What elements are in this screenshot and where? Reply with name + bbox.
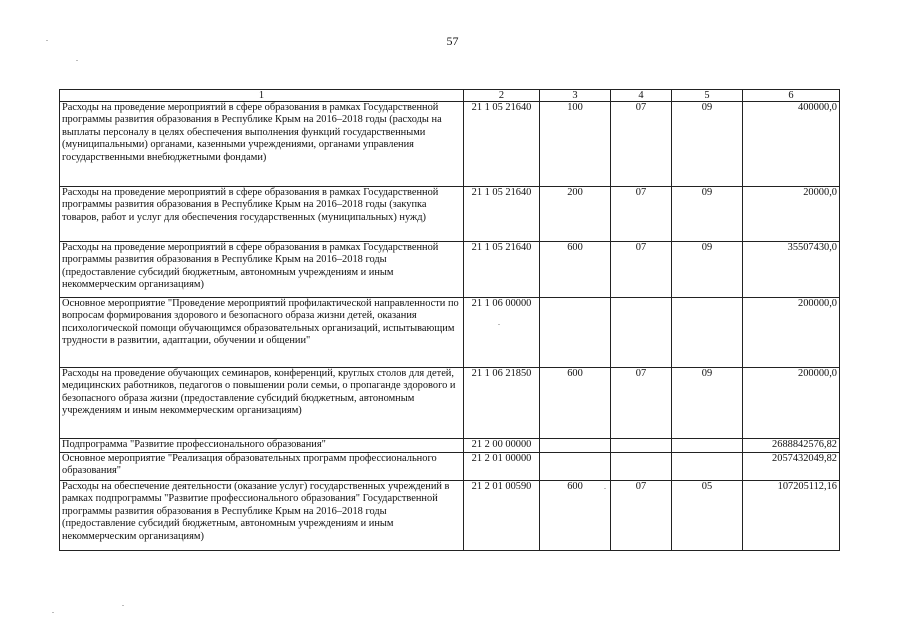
row-target-article: 21 1 05 21640 [464, 242, 540, 298]
row-amount: 200000,0 [743, 368, 840, 439]
row-description: Основное мероприятие "Проведение мероприятий профилактической направленности по вопросам формирования здорового и безопасного образа жизни детей, оказания психологической помощи обучающимся образовательных организаций, испытывающим трудности в развитии, адаптации, обучении и общении" [60, 298, 464, 368]
row-subsection: 09 [672, 102, 743, 187]
row-expense-type: 600 [540, 481, 611, 551]
row-expense-type [540, 453, 611, 481]
row-section [611, 298, 672, 368]
scan-speck [122, 605, 124, 606]
row-description: Подпрограмма "Развитие профессионального образования" [60, 439, 464, 453]
row-amount: 35507430,0 [743, 242, 840, 298]
row-amount: 200000,0 [743, 298, 840, 368]
row-section [611, 453, 672, 481]
row-section: 07 [611, 102, 672, 187]
row-expense-type [540, 439, 611, 453]
scan-speck [76, 60, 78, 61]
row-target-article: 21 1 05 21640 [464, 102, 540, 187]
row-subsection: 09 [672, 187, 743, 242]
row-section [611, 439, 672, 453]
row-expense-type [540, 298, 611, 368]
row-description: Расходы на проведение обучающих семинаров, конференций, круглых столов для детей, медицинских работников, педагогов о повышении роли семьи, о пропаганде здорового и безопасного образа жизни (предоставление субсидий бюджетным, автономным учреждениям и иным некоммерческим организациям) [60, 368, 464, 439]
row-target-article: 21 2 00 00000 [464, 439, 540, 453]
column-header: 2 [464, 90, 540, 102]
column-header: 6 [743, 90, 840, 102]
row-subsection: 05 [672, 481, 743, 551]
table-row [60, 453, 840, 481]
page-number: 57 [446, 34, 459, 48]
scan-speck [498, 324, 500, 325]
column-header: 3 [540, 90, 611, 102]
row-description: Основное мероприятие "Реализация образовательных программ профессионального образования" [60, 453, 464, 481]
budget-table [59, 89, 840, 551]
row-section: 07 [611, 242, 672, 298]
table-row [60, 102, 840, 187]
table-row [60, 298, 840, 368]
table-row [60, 439, 840, 453]
scan-speck [52, 612, 54, 613]
table-row [60, 187, 840, 242]
row-section: 07 [611, 187, 672, 242]
row-expense-type: 100 [540, 102, 611, 187]
row-subsection [672, 298, 743, 368]
row-expense-type: 200 [540, 187, 611, 242]
row-amount: 2688842576,82 [743, 439, 840, 453]
row-amount: 2057432049,82 [743, 453, 840, 481]
table-row [60, 481, 840, 551]
row-amount: 107205112,16 [743, 481, 840, 551]
row-expense-type: 600 [540, 242, 611, 298]
row-subsection [672, 453, 743, 481]
header-row [60, 90, 840, 102]
row-section: 07 [611, 368, 672, 439]
row-description: Расходы на обеспечение деятельности (оказание услуг) государственных учреждений в рамках подпрограммы "Развитие профессионального образования" Государственной программы развития образования в Республике Крым на 2016–2018 годы (предоставление субсидий бюджетным, автономным учреждениям и иным некоммерческим организациям) [60, 481, 464, 551]
table-row [60, 368, 840, 439]
row-description: Расходы на проведение мероприятий в сфере образования в рамках Государственной программы развития образования в Республике Крым на 2016–2018 годы (расходы на выплаты персоналу в целях обеспечения выполнения функций государственными (муниципальными) органами, казенными учреждениями, органами управления государственными внебюджетными фондами) [60, 102, 464, 187]
row-target-article: 21 2 01 00000 [464, 453, 540, 481]
row-subsection [672, 439, 743, 453]
row-amount: 20000,0 [743, 187, 840, 242]
column-header: 1 [60, 90, 464, 102]
row-subsection: 09 [672, 242, 743, 298]
row-target-article: 21 2 01 00590 [464, 481, 540, 551]
row-target-article: 21 1 06 21850 [464, 368, 540, 439]
row-target-article: 21 1 06 00000 [464, 298, 540, 368]
scan-speck [46, 40, 48, 41]
row-expense-type: 600 [540, 368, 611, 439]
row-subsection: 09 [672, 368, 743, 439]
row-description: Расходы на проведение мероприятий в сфере образования в рамках Государственной программы развития образования в Республике Крым на 2016–2018 годы (закупка товаров, работ и услуг для обеспечения государственных (муниципальных) нужд) [60, 187, 464, 242]
column-header: 5 [672, 90, 743, 102]
row-amount: 400000,0 [743, 102, 840, 187]
row-target-article: 21 1 05 21640 [464, 187, 540, 242]
row-section: 07 [611, 481, 672, 551]
scan-speck [604, 488, 606, 489]
row-description: Расходы на проведение мероприятий в сфере образования в рамках Государственной программы развития образования в Республике Крым на 2016–2018 годы (предоставление субсидий бюджетным, автономным учреждениям и иным некоммерческим организациям) [60, 242, 464, 298]
column-header: 4 [611, 90, 672, 102]
table-row [60, 242, 840, 298]
